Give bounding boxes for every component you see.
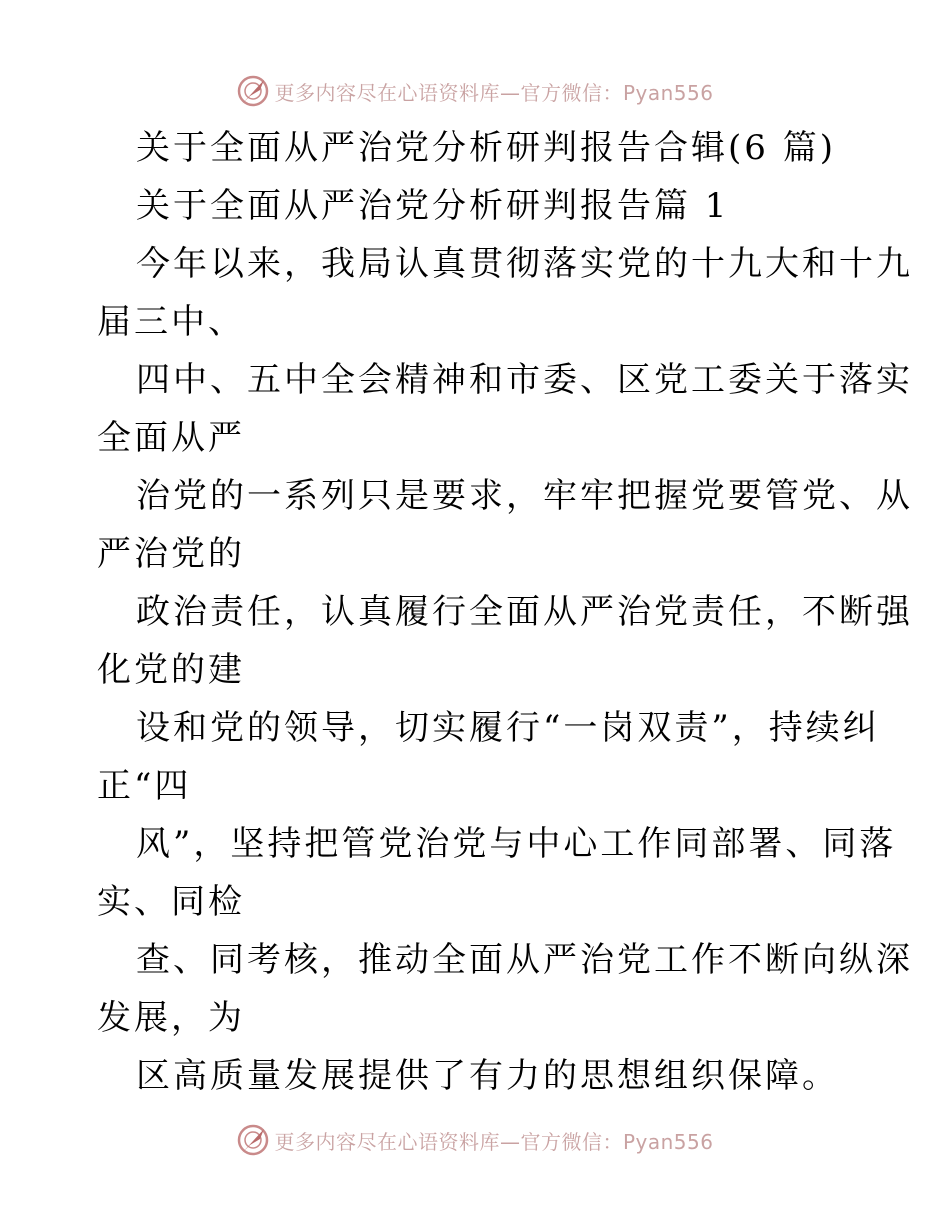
watermark-text: 更多内容尽在心语资料库—官方微信：Pyan556 (274, 80, 714, 105)
paragraph-line: 政治责任，认真履行全面从严治党责任，不断强 (136, 592, 913, 632)
quill-logo-icon (236, 1123, 270, 1157)
watermark-banner-bottom (0, 1120, 950, 1160)
paragraph-line: 治党的一系列只是要求，牢牢把握党要管党、从 (136, 476, 913, 516)
paragraph-line: 严治党的 (97, 534, 245, 574)
paragraph-line: 正“四 (97, 766, 192, 806)
watermark-text: 更多内容尽在心语资料库—官方微信：Pyan556 (274, 1129, 714, 1154)
paragraph-line: 风”，坚持把管党治党与中心工作同部署、同落 (136, 824, 897, 864)
quill-logo-icon (236, 74, 270, 108)
document-title: 关于全面从严治党分析研判报告合辑(6 篇) (136, 128, 836, 168)
paragraph-line: 四中、五中全会精神和市委、区党工委关于落实 (136, 360, 913, 400)
watermark-banner-top (0, 71, 950, 111)
paragraph-line: 全面从严 (97, 418, 245, 458)
paragraph-line: 设和党的领导，切实履行“一岗双责”，持续纠 (136, 708, 880, 748)
paragraph-line: 届三中、 (97, 302, 245, 342)
section-title: 关于全面从严治党分析研判报告篇 1 (136, 186, 730, 226)
paragraph-line: 区高质量发展提供了有力的思想组织保障。 (136, 1056, 839, 1096)
paragraph-line: 发展，为 (97, 998, 245, 1038)
paragraph-line: 化党的建 (97, 650, 245, 690)
paragraph-line: 实、同检 (97, 882, 245, 922)
paragraph-line: 今年以来，我局认真贯彻落实党的十九大和十九 (136, 244, 913, 284)
paragraph-line: 查、同考核，推动全面从严治党工作不断向纵深 (136, 940, 913, 980)
